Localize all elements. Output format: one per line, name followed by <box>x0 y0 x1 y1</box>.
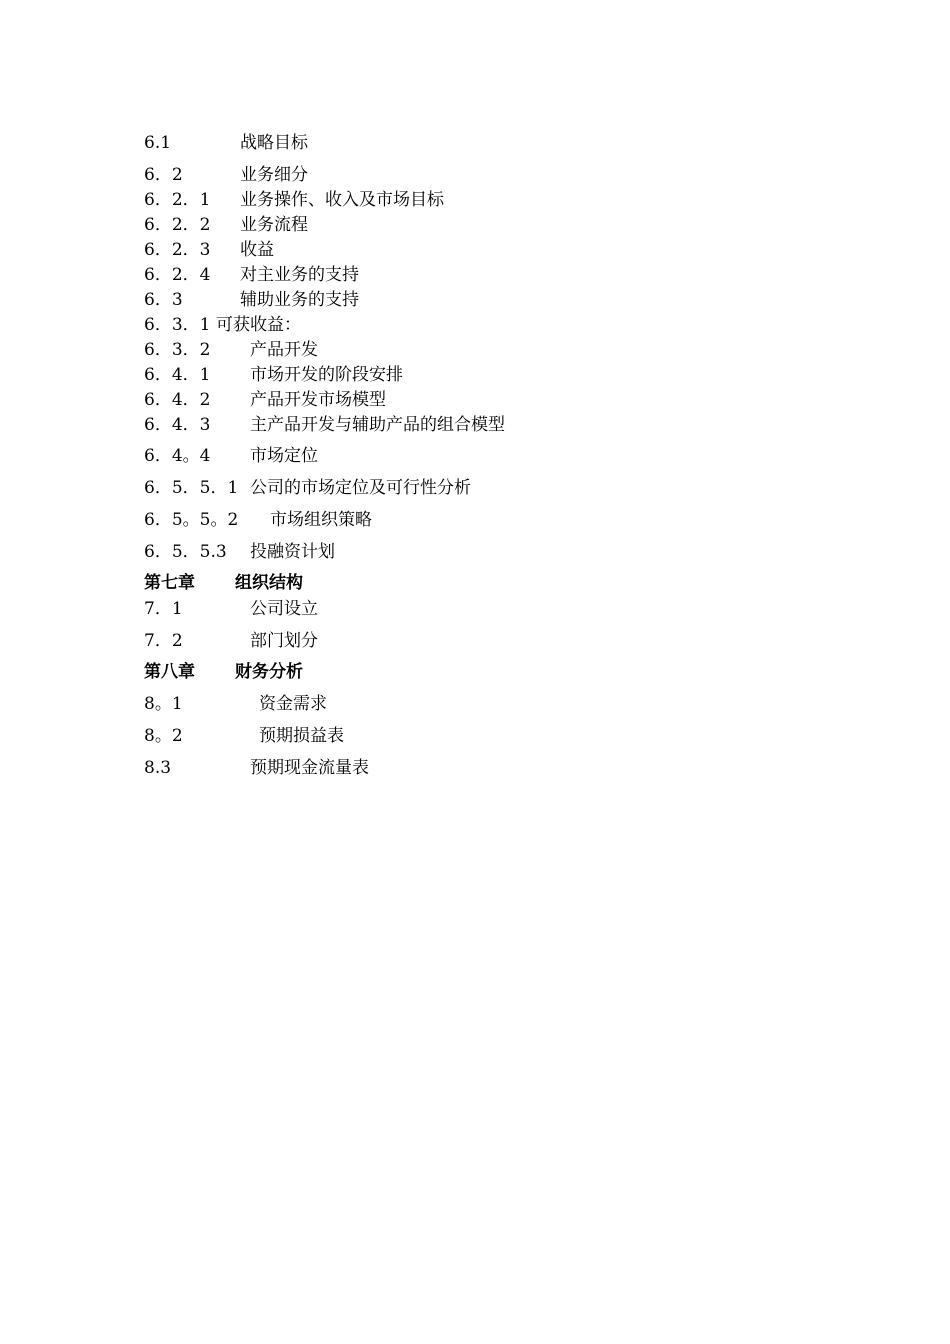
toc-chapter-title: 财务分析 <box>235 662 303 682</box>
toc-number: 8。2 <box>144 726 183 746</box>
toc-title: 市场定位 <box>250 446 318 466</box>
toc-number: 6．5．5．1 <box>144 478 239 498</box>
toc-number: 8。1 <box>144 694 183 714</box>
toc-number: 6．2．2 <box>144 215 211 235</box>
toc-number: 6．3．2 <box>144 340 211 360</box>
toc-number: 6．4．3 <box>144 415 211 435</box>
toc-number: 7．2 <box>144 631 183 651</box>
toc-title: 预期损益表 <box>259 726 344 746</box>
toc-title: 战略目标 <box>240 133 308 153</box>
toc-title: 预期现金流量表 <box>250 758 369 778</box>
toc-title: 公司设立 <box>250 599 318 619</box>
toc-title: 业务操作、收入及市场目标 <box>240 190 444 210</box>
toc-title: 市场开发的阶段安排 <box>250 365 403 385</box>
toc-chapter-title: 组织结构 <box>235 573 303 593</box>
toc-title: 公司的市场定位及可行性分析 <box>250 478 471 498</box>
toc-number: 6．3．1 <box>144 315 211 335</box>
toc-number: 6．2．4 <box>144 265 211 285</box>
toc-number: 6．3 <box>144 290 183 310</box>
toc-title: 资金需求 <box>259 694 327 714</box>
toc-chapter-number: 第七章 <box>144 573 195 593</box>
toc-title: 业务流程 <box>240 215 308 235</box>
toc-title: 收益 <box>240 240 274 260</box>
toc-number: 6．2．1 <box>144 190 211 210</box>
toc-number: 6．2 <box>144 165 183 185</box>
toc-title: 产品开发 <box>250 340 318 360</box>
toc-number: 7．1 <box>144 599 183 619</box>
toc-title: 投融资计划 <box>250 542 335 562</box>
toc-number: 6．4．2 <box>144 390 211 410</box>
toc-number: 6．5。5。2 <box>144 510 239 530</box>
toc-title: 业务细分 <box>240 165 308 185</box>
toc-title: 辅助业务的支持 <box>240 290 359 310</box>
toc-number: 6.1 <box>144 133 172 153</box>
toc-title: 主产品开发与辅助产品的组合模型 <box>250 415 505 435</box>
toc-number: 8.3 <box>144 758 172 778</box>
toc-number: 6．4．1 <box>144 365 211 385</box>
toc-number: 6．2．3 <box>144 240 211 260</box>
toc-number: 6．4。4 <box>144 446 211 466</box>
toc-title: 对主业务的支持 <box>240 265 359 285</box>
toc-title: 产品开发市场模型 <box>250 390 386 410</box>
toc-chapter-number: 第八章 <box>144 662 195 682</box>
toc-title: 可获收益： <box>216 315 301 335</box>
toc-title: 市场组织策略 <box>270 510 372 530</box>
toc-number: 6．5．5.3 <box>144 542 227 562</box>
toc-title: 部门划分 <box>250 631 318 651</box>
